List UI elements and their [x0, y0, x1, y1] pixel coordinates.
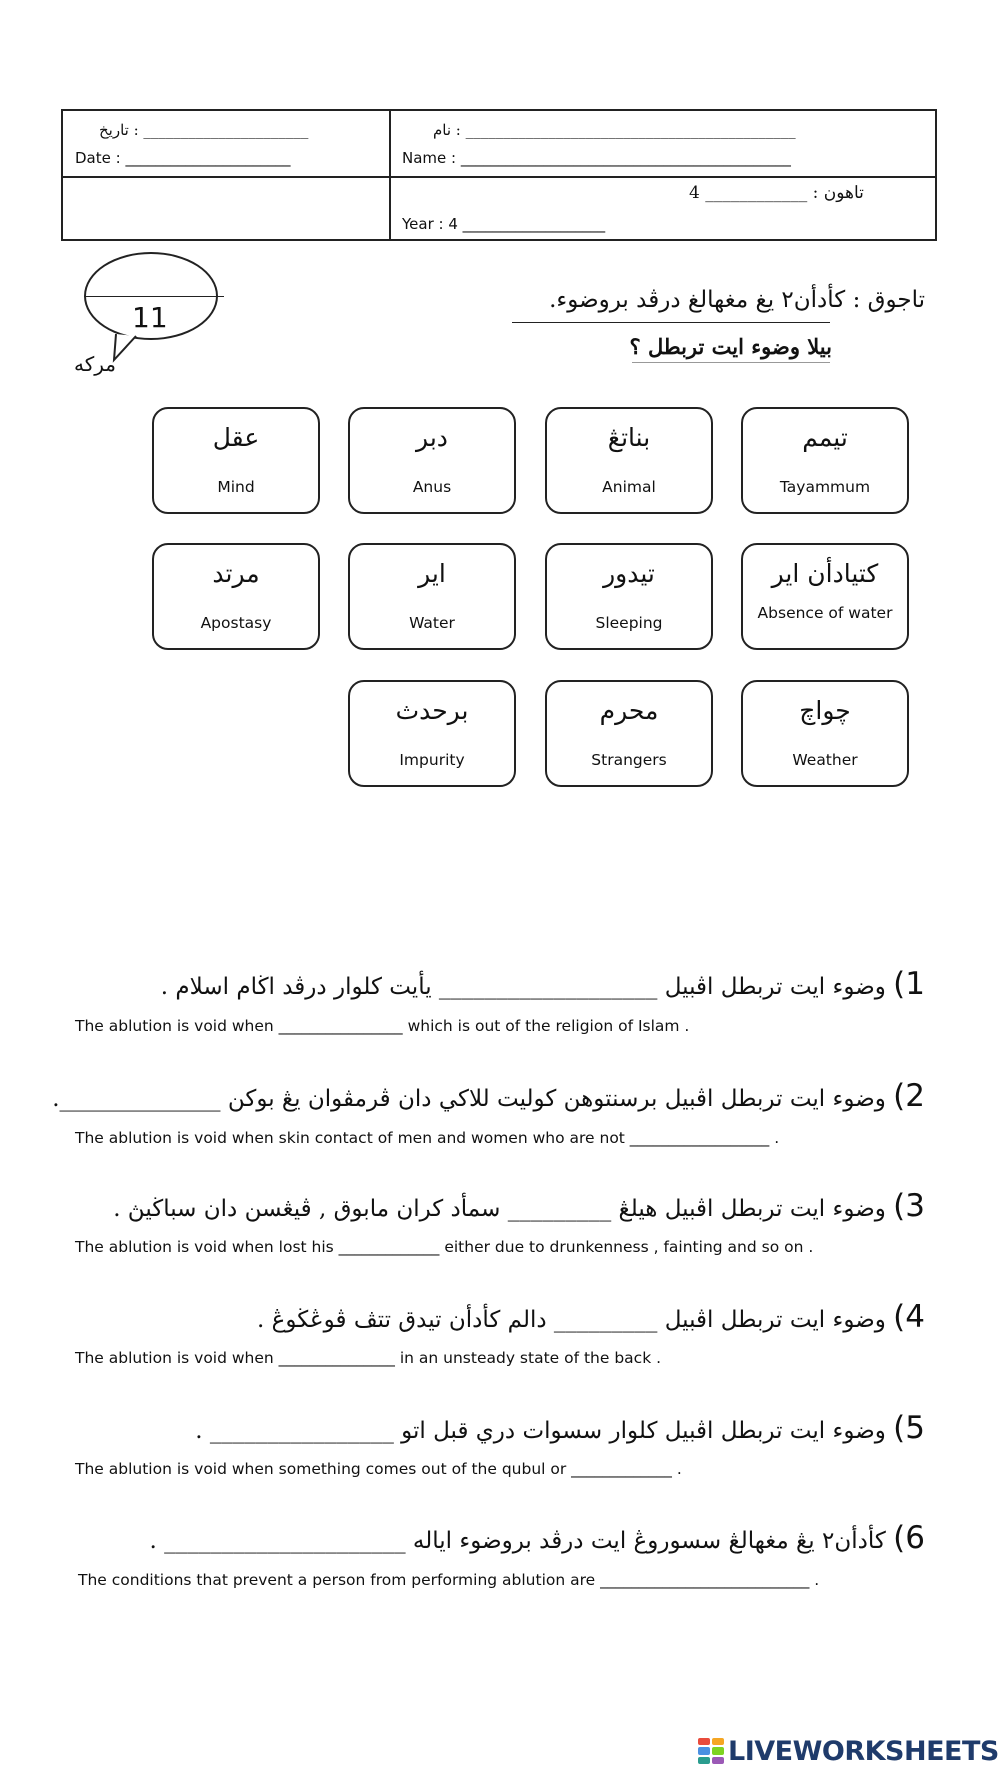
header-table	[61, 109, 937, 241]
question-4-jawi	[257, 1299, 925, 1335]
card-english: Mind	[217, 478, 255, 496]
score-value[interactable]: 11	[132, 301, 168, 334]
word-card[interactable]	[741, 407, 909, 514]
card-jawi: تيمم	[802, 423, 848, 452]
question-text: وضوء ايت تربطل اڤبيل ___________________ يأيت كلوار درڤد اڬام اسلام .	[160, 974, 886, 1000]
question-text: وضوء ايت تربطل اڤبيل هيلڠ _________ سمأد كران مابوق , ڤيڠسن دان سباڬيڽ .	[113, 1196, 886, 1222]
question-text: كأدأن٢ يڠ مغهالڠ سسوروڠ ايت درڤد بروضوء اياله _____________________ .	[149, 1528, 886, 1554]
word-card[interactable]	[152, 543, 320, 650]
logo-grid-icon	[698, 1738, 724, 1764]
card-jawi: مرتد	[212, 559, 260, 588]
card-jawi: اير	[418, 559, 446, 588]
logo-square	[698, 1757, 710, 1764]
liveworksheets-logo[interactable]	[698, 1736, 999, 1766]
card-jawi: عقل	[212, 423, 260, 452]
word-card[interactable]	[348, 543, 516, 650]
word-card[interactable]	[545, 543, 713, 650]
card-english: Tayammum	[779, 478, 871, 496]
word-card[interactable]	[741, 680, 909, 787]
score-divider	[84, 296, 224, 297]
card-english: Strangers	[591, 751, 667, 769]
card-jawi: محرم	[599, 696, 659, 725]
question-5-english: The ablution is void when something comes out of the qubul or _____________ .	[75, 1460, 682, 1478]
card-english: Anus	[412, 478, 452, 496]
date-field[interactable]: Date : ______________________	[75, 149, 291, 167]
header-divider-horizontal	[63, 176, 935, 178]
card-english: Water	[409, 614, 455, 632]
name-field[interactable]: Name : ____________________________________________	[402, 149, 791, 167]
logo-square	[712, 1747, 724, 1754]
question-number: 1)	[893, 966, 925, 1002]
question-text: وضوء ايت تربطل اڤبيل كلوار سسوات دري قبل اتو ________________ .	[195, 1418, 886, 1444]
question-text: وضوء ايت تربطل اڤبيل برسنتوهن كوليت للاكي دان ڤرمڤوان يڠ بوكن ______________.	[52, 1086, 886, 1112]
logo-text: LIVEWORKSHEETS	[728, 1735, 999, 1767]
card-jawi: دبر	[416, 423, 448, 452]
question-5-jawi	[195, 1410, 925, 1446]
question-1-jawi	[161, 966, 925, 1002]
question-number: 6)	[893, 1520, 925, 1556]
question-6-jawi	[150, 1520, 926, 1556]
word-card[interactable]	[348, 407, 516, 514]
card-jawi: برحدث	[395, 696, 469, 725]
word-card[interactable]	[152, 407, 320, 514]
logo-square	[712, 1738, 724, 1745]
question-1-english: The ablution is void when ________________ which is out of the religion of Islam .	[75, 1017, 690, 1035]
title-underline	[512, 322, 830, 323]
card-english: Apostasy	[200, 614, 272, 632]
question-number: 4)	[893, 1299, 925, 1335]
tarikh-field[interactable]: ______________________ : تاريخ	[99, 121, 309, 139]
question-4-english: The ablution is void when _______________ in an unsteady state of the back .	[75, 1349, 662, 1367]
card-english: Weather	[792, 751, 858, 769]
question-title: بيلا وضوء ايت تربطل ؟	[629, 334, 832, 359]
question-number: 3)	[893, 1188, 925, 1224]
card-english: Animal	[602, 478, 656, 496]
header-divider-vertical	[389, 111, 391, 239]
score-label: مركه	[74, 352, 116, 376]
nama-field[interactable]: ____________________________________________ : نام	[433, 121, 796, 139]
question-number: 5)	[893, 1410, 925, 1446]
question-3-english: The ablution is void when lost his _____________ either due to drunkenness , fainting and so on .	[75, 1238, 814, 1256]
word-card[interactable]	[545, 407, 713, 514]
question-3-jawi	[113, 1188, 925, 1224]
card-english: Absence of water	[757, 604, 893, 622]
card-jawi: كتيادأن اير	[771, 559, 879, 588]
card-jawi: تيدور	[603, 559, 655, 588]
subtitle-underline	[632, 362, 830, 363]
logo-square	[698, 1747, 710, 1754]
logo-square	[712, 1757, 724, 1764]
question-2-english: The ablution is void when skin contact of men and women who are not __________________ .	[75, 1129, 780, 1147]
card-english: Sleeping	[595, 614, 663, 632]
instruction-title	[549, 287, 925, 313]
tahun-field[interactable]: تاهون : ____________ 4	[689, 183, 864, 203]
bubble-tail-icon	[112, 334, 142, 364]
card-english: Impurity	[399, 751, 465, 769]
question-6-english: The conditions that prevent a person from performing ablution are ___________________________ .	[78, 1571, 820, 1589]
year-field[interactable]: Year : 4 ___________________	[402, 215, 606, 233]
question-text: وضوء ايت تربطل اڤبيل _________ دالم كأدأن تيدق تتڤ ڤوڠڬوڠ .	[257, 1307, 886, 1333]
question-2-jawi	[52, 1078, 925, 1114]
question-number: 2)	[893, 1078, 925, 1114]
instruction-text: تاجوق : كأدأن٢ يغ مغهالغ درڤد بروضوء.	[549, 287, 925, 313]
word-card[interactable]	[741, 543, 909, 650]
card-jawi: بناتڠ	[607, 423, 651, 452]
card-jawi: چواچ	[799, 696, 851, 725]
logo-square	[698, 1738, 710, 1745]
word-card[interactable]	[545, 680, 713, 787]
word-card[interactable]	[348, 680, 516, 787]
